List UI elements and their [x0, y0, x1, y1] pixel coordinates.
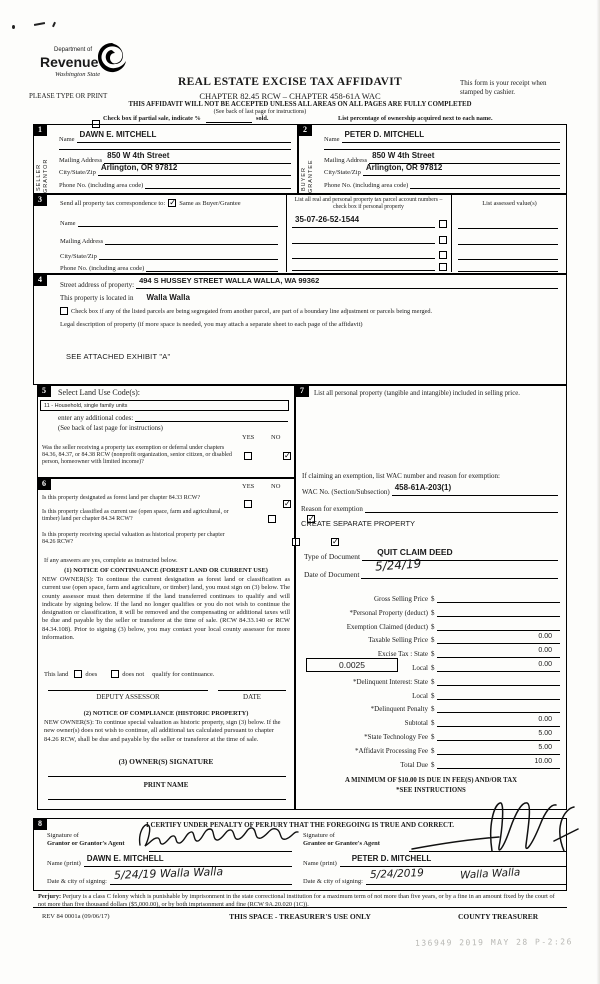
- segregated-checkbox[interactable]: [60, 307, 68, 315]
- street-address-label: Street address of property:: [60, 281, 135, 289]
- scan-artifact: [12, 25, 15, 29]
- perjury-body: Perjury is a class C felony which is punishable by imprisonment in the state correctional institution for a maximum term of not more than five years, or by a fine in an amount fixed by the court of not more than five thousand dollars ($5,000.00), or by both imprisonment and fine (RCW 9A.20.020 (1C)).: [38, 893, 555, 909]
- grantee-signature-label-1: Signature of: [303, 832, 335, 839]
- scan-artifact: [34, 22, 45, 26]
- currency-symbol: $: [431, 650, 435, 658]
- same-as-buyer-checkbox[interactable]: [168, 199, 176, 207]
- wac-number-field[interactable]: [392, 477, 558, 496]
- current-use-question: Is this property classified as current use (open space, farm and agricultural, or timber) land per chapter 84.34 RCW?: [42, 509, 229, 523]
- seller-mailing-label: Mailing Address: [59, 157, 103, 164]
- currency-symbol: $: [431, 623, 435, 631]
- section-2-tab: 2: [298, 124, 312, 136]
- divider: [451, 195, 452, 272]
- currency-symbol: $: [431, 609, 435, 617]
- land-use-code-select[interactable]: 11 - Household, single family units: [40, 400, 289, 411]
- fee-label: Local: [412, 664, 428, 672]
- corr-city-field[interactable]: [99, 252, 278, 260]
- grantor-signature-label-2: Grantor or Grantor's Agent: [47, 840, 125, 847]
- seller-city-value: Arlington, OR 97812: [100, 163, 178, 172]
- page-edge-left: [0, 0, 5, 984]
- grantor-date-city-value: 5/24/19 Walla Walla: [113, 865, 224, 882]
- notice-compliance-title: (2) NOTICE OF COMPLIANCE (HISTORIC PROPERTY): [83, 710, 249, 717]
- corr-name-field[interactable]: [78, 219, 278, 227]
- fee-label: Exemption Claimed (deduct): [346, 623, 428, 631]
- grantee-name-print-label: Name (print): [303, 860, 337, 867]
- grantee-signature-label-2: Grantee or Grantee's Agent: [303, 840, 380, 847]
- fee-label: *State Technology Fee: [364, 733, 428, 741]
- local-rate-box[interactable]: 0.0025: [306, 658, 398, 672]
- reason-exemption-label: Reason for exemption: [301, 505, 363, 513]
- grantee-date-city-label: Date & city of signing:: [303, 878, 363, 885]
- print-name-line[interactable]: [48, 799, 286, 800]
- partial-sale-label: Check box if partial sale, indicate %: [103, 115, 201, 122]
- buyer-city-field[interactable]: [363, 157, 560, 176]
- if-yes-note: If any answers are yes, complete as instructed below.: [44, 557, 178, 564]
- does-label: does: [85, 670, 98, 678]
- deputy-assessor-date-line[interactable]: [218, 690, 286, 691]
- grantee-city-value: Walla Walla: [459, 866, 521, 882]
- parcel-numbers-header: List all real and personal property tax parcel account numbers – check box if personal property: [294, 197, 443, 210]
- street-address-value: 494 S HUSSEY STREET WALLA WALLA, WA 99362: [139, 276, 320, 285]
- forest-no-checkbox[interactable]: [283, 500, 291, 508]
- please-type-or-print: PLEASE TYPE OR PRINT: [29, 92, 108, 100]
- fee-value: 0.00: [538, 661, 552, 668]
- buyer-mailing-label: Mailing Address: [324, 157, 368, 164]
- corr-mailing-label: Mailing Address: [60, 238, 104, 245]
- certify-statement: I CERTIFY UNDER PENALTY OF PERJURY THAT THE FOREGOING IS TRUE AND CORRECT.: [145, 821, 454, 829]
- fee-value: 0.00: [538, 647, 552, 654]
- type-of-document-value: QUIT CLAIM DEED: [377, 547, 453, 557]
- deputy-assessor-signature-line[interactable]: [48, 690, 208, 691]
- section-4-property: [33, 274, 567, 385]
- date-of-document-field[interactable]: [361, 556, 558, 579]
- send-correspondence-label: Send all property tax correspondence to:: [60, 199, 166, 207]
- legal-description-label: Legal description of property (if more space is needed, you may attach a separate sheet to each page of the affidavit): [60, 321, 363, 328]
- partial-sale-field[interactable]: [206, 122, 252, 123]
- fee-value: 5.00: [538, 744, 552, 751]
- wac-label: WAC No. (Section/Subsection): [302, 488, 390, 496]
- parcel-number-field[interactable]: [292, 209, 435, 228]
- section-3-correspondence: [33, 194, 567, 274]
- logo-washington-state: Washington State: [55, 71, 101, 78]
- page-edge-right: [596, 0, 600, 984]
- county-treasurer-label: COUNTY TREASURER: [458, 912, 539, 921]
- seller-phone-label: Phone No. (including area code): [59, 182, 144, 189]
- fee-label: *Delinquent Interest: State: [352, 678, 428, 686]
- wac-number-value: 458-61A-203(1): [394, 483, 452, 492]
- type-of-document-label: Type of Document: [304, 552, 361, 561]
- exemption-question: Was the seller receiving a property tax exemption or deferral under chapters 84.36, 84.37, or 84.38 RCW (nonprofit organization, senior citizen, or disabled person, homeowner with limited income)?: [42, 445, 232, 466]
- grantee-name-field[interactable]: [340, 848, 566, 867]
- buyer-side-label: BUYER: [301, 167, 307, 191]
- personal-property-checkbox-3[interactable]: [439, 251, 447, 259]
- buyer-name-label: Name: [324, 136, 340, 143]
- see-instructions-note: *SEE INSTRUCTIONS: [396, 787, 466, 794]
- fee-label: Excise Tax : State: [377, 650, 428, 658]
- assessed-value-field[interactable]: [458, 259, 558, 260]
- currency-symbol: $: [431, 719, 435, 727]
- yes-header: YES: [242, 434, 255, 441]
- seller-name-field[interactable]: [77, 124, 291, 143]
- date-label: DATE: [243, 693, 261, 701]
- corr-city-label: City/State/Zip: [60, 253, 97, 260]
- reason-exemption-value: CREATE SEPARATE PROPERTY: [301, 519, 416, 528]
- grantee-side-label: GRANTEE: [308, 159, 314, 193]
- parcel-number-field[interactable]: [292, 251, 435, 259]
- notice-continuance-title: (1) NOTICE OF CONTINUANCE (FOREST LAND OR CURRENT USE): [64, 567, 268, 574]
- currency-symbol: $: [431, 664, 435, 672]
- fee-value: 10.00: [534, 758, 552, 765]
- historic-question: Is this property receiving special valuation as historical property per chapter 84.26 RCW?: [42, 532, 225, 546]
- parcel-number-field[interactable]: [292, 236, 435, 244]
- assessed-values-header: List assessed value(s): [482, 200, 537, 207]
- divider: [286, 195, 287, 272]
- land-use-title: Select Land Use Code(s):: [58, 388, 140, 397]
- ownership-note: List percentage of ownership acquired next to each name.: [338, 115, 493, 122]
- grantor-name-field[interactable]: [84, 848, 292, 867]
- located-in-label: This property is located in: [60, 294, 134, 302]
- perjury-label: Perjury:: [38, 893, 62, 900]
- notice-compliance-body: NEW OWNER(S): To continue special valuation as historic property, sign (3) below. If the new owner(s) does not wish to continue, all additional tax calculated pursuant to chapter 84.26 RCW, shall be due and payable by the seller or transferor at the time of sale.: [44, 719, 281, 743]
- grantor-signature-label-1: Signature of: [47, 832, 79, 839]
- exemption-note: If claiming an exemption, list WAC number and reason for exemption:: [302, 472, 500, 480]
- currency-symbol: $: [431, 747, 435, 755]
- section-6-tab: 6: [37, 478, 51, 490]
- see-back-note-2: (See back of last page for instructions): [58, 425, 163, 432]
- receipt-note: This form is your receipt when stamped by cashier.: [460, 79, 547, 97]
- section-8-tab: 8: [33, 818, 47, 830]
- buyer-name-value: PETER D. MITCHELL: [344, 130, 425, 139]
- fee-label: *Affidavit Processing Fee: [355, 747, 428, 755]
- currency-symbol: $: [431, 595, 435, 603]
- forest-land-question: Is this property designated as forest land per chapter 84.33 RCW?: [42, 495, 201, 501]
- see-back-note: (See back of last page for instructions): [213, 109, 307, 115]
- buyer-phone-field[interactable]: [410, 181, 560, 189]
- fee-label: Gross Selling Price: [373, 595, 428, 603]
- personal-property-label: List all personal property (tangible and intangible) included in selling price.: [314, 390, 520, 397]
- grantee-date-city-field[interactable]: [366, 866, 566, 885]
- qualify-label: qualify for continuance.: [152, 670, 215, 678]
- corr-phone-label: Phone No. (including area code): [60, 265, 145, 272]
- currency-symbol: $: [431, 761, 435, 769]
- seller-name-label: Name: [59, 136, 75, 143]
- grantor-date-city-label: Date & city of signing:: [47, 878, 107, 885]
- exemption-yes-checkbox[interactable]: [244, 452, 252, 460]
- scan-artifact: [52, 22, 56, 27]
- additional-codes-label: enter any additional codes:: [58, 414, 134, 422]
- buyer-phone-label: Phone No. (including area code): [324, 182, 409, 189]
- owners-signature-label: (3) OWNER(S) SIGNATURE: [118, 757, 214, 766]
- forest-yes-checkbox[interactable]: [244, 500, 252, 508]
- dor-swoosh-icon: [97, 42, 127, 76]
- grantee-date-value: 5/24/2019: [369, 867, 424, 881]
- corr-name-label: Name: [60, 220, 76, 227]
- section-7-tab: 7: [295, 385, 309, 397]
- chapter-subtitle: CHAPTER 82.45 RCW – CHAPTER 458-61A WAC: [199, 91, 381, 101]
- buyer-city-label: City/State/Zip: [324, 169, 361, 176]
- seller-phone-field[interactable]: [145, 181, 291, 189]
- date-of-document-value: 5/24/19: [374, 556, 423, 574]
- minimum-fee-note: A MINIMUM OF $10.00 IS DUE IN FEE(S) AND/OR TAX: [344, 777, 518, 784]
- footer-divider: [33, 907, 567, 908]
- additional-codes-field[interactable]: [135, 414, 288, 422]
- section-5-tab: 5: [37, 385, 51, 397]
- fee-label: *Delinquent Penalty: [370, 705, 428, 713]
- seller-side-label: SELLER: [36, 163, 42, 191]
- currency-symbol: $: [431, 636, 435, 644]
- currency-symbol: $: [431, 733, 435, 741]
- fee-label: Local: [412, 692, 428, 700]
- assessed-value-field[interactable]: [458, 244, 558, 245]
- fee-value: 0.00: [538, 716, 552, 723]
- land-does-checkbox[interactable]: [74, 670, 82, 678]
- fee-label: Total Due: [400, 761, 428, 769]
- partial-sale-sold-label: sold.: [256, 115, 269, 122]
- section-8-signatures: [33, 818, 567, 891]
- print-name-label: PRINT NAME: [143, 781, 189, 789]
- section-3-tab: 3: [33, 194, 47, 206]
- parcel-number-value: 35-07-26-52-1544: [295, 215, 360, 224]
- grantor-date-city-field[interactable]: [110, 866, 292, 885]
- personal-property-checkbox-2[interactable]: [439, 236, 447, 244]
- fee-label: Subtotal: [404, 719, 428, 727]
- section-1-seller: [33, 124, 298, 194]
- section-4-tab: 4: [33, 274, 47, 286]
- section-7-tax-computation: [295, 385, 567, 810]
- buyer-mailing-value: 850 W 4th Street: [372, 151, 435, 160]
- segregated-label: Check box if any of the listed parcels are being segregated from another parcel, are part of a boundary line adjustment or parcels being merged.: [71, 307, 433, 315]
- currency-symbol: $: [431, 705, 435, 713]
- current-use-yes-checkbox[interactable]: [268, 515, 276, 523]
- land-does-not-checkbox[interactable]: [111, 670, 119, 678]
- assessed-value-field[interactable]: [458, 228, 558, 229]
- legal-description-value[interactable]: SEE ATTACHED EXHIBIT "A": [66, 352, 171, 361]
- no-header: NO: [271, 483, 281, 490]
- fee-label: *Personal Property (deduct): [349, 609, 428, 617]
- grantor-side-label: GRANTOR: [43, 158, 49, 193]
- grantee-name-value: PETER D. MITCHELL: [351, 854, 432, 863]
- form-revision-code: REV 84 0001a (09/06/17): [42, 913, 110, 920]
- exemption-no-checkbox[interactable]: [283, 452, 291, 460]
- seller-name-value: DAWN E. MITCHELL: [79, 130, 157, 139]
- seller-mailing-value: 850 W 4th Street: [107, 151, 170, 160]
- section-2-buyer: [298, 124, 567, 194]
- page-title: REAL ESTATE EXCISE TAX AFFIDAVIT: [178, 76, 402, 88]
- owner-signature-line[interactable]: [48, 776, 286, 777]
- treasurer-use-only-label: THIS SPACE - TREASURER'S USE ONLY: [229, 912, 371, 921]
- notice-continuance-body: NEW OWNER(S): To continue the current designation as forest land or classification as current use (open space, farm and agriculture, or timber) land, you must sign on (3) below. The county assessor must then determine if the land transferred continues to qualify and will indicate by signing below. If the land no longer qualifies or you do not wish to continue the designation or classification, it will be removed and the compensating or additional taxes will be due and payable by the seller or transferor at the time of sale. (RCW 84.33.140 or RCW 84.34.108). Prior to signing (3) below, you may contact your local county assessor for more information.: [42, 576, 290, 641]
- logo-department-of: Department of: [54, 47, 93, 53]
- fee-value: 5.00: [538, 730, 552, 737]
- fee-row: [304, 756, 560, 769]
- grantor-name-print-label: Name (print): [47, 860, 81, 867]
- fee-value: 0.00: [538, 633, 552, 640]
- logo-revenue: Revenue: [40, 54, 99, 70]
- personal-property-checkbox-1[interactable]: [439, 220, 447, 228]
- section-6-classification: [37, 478, 295, 810]
- does-not-label: does not: [122, 670, 145, 678]
- buyer-name-field[interactable]: [342, 124, 560, 143]
- seller-city-label: City/State/Zip: [59, 169, 96, 176]
- seller-city-field[interactable]: [98, 157, 291, 176]
- yes-header: YES: [242, 483, 255, 490]
- same-as-buyer-label: Same as Buyer/Grantee: [179, 199, 241, 207]
- date-of-document-label: Date of Document: [304, 570, 360, 579]
- deputy-assessor-label: DEPUTY ASSESSOR: [96, 693, 160, 701]
- fee-amount-field[interactable]: [437, 750, 561, 769]
- treasurer-stamp: 136949 2019 MAY 28 P-2:26: [414, 937, 573, 948]
- located-in-value: Walla Walla: [146, 293, 190, 302]
- street-address-field[interactable]: [136, 270, 558, 289]
- buyer-city-value: Arlington, OR 97812: [365, 163, 443, 172]
- section-5-land-use: [37, 385, 295, 478]
- currency-symbol: $: [431, 678, 435, 686]
- reason-exemption-field[interactable]: [365, 505, 558, 513]
- grantor-name-value: DAWN E. MITCHELL: [86, 854, 164, 863]
- fee-label: Taxable Selling Price: [368, 636, 428, 644]
- no-header: NO: [271, 434, 281, 441]
- warning-line: THIS AFFIDAVIT WILL NOT BE ACCEPTED UNLESS ALL AREAS ON ALL PAGES ARE FULLY COMPLETED: [128, 101, 472, 108]
- currency-symbol: $: [431, 692, 435, 700]
- section-1-tab: 1: [33, 124, 47, 136]
- corr-mailing-field[interactable]: [105, 237, 278, 245]
- this-land-label: This land: [44, 670, 69, 678]
